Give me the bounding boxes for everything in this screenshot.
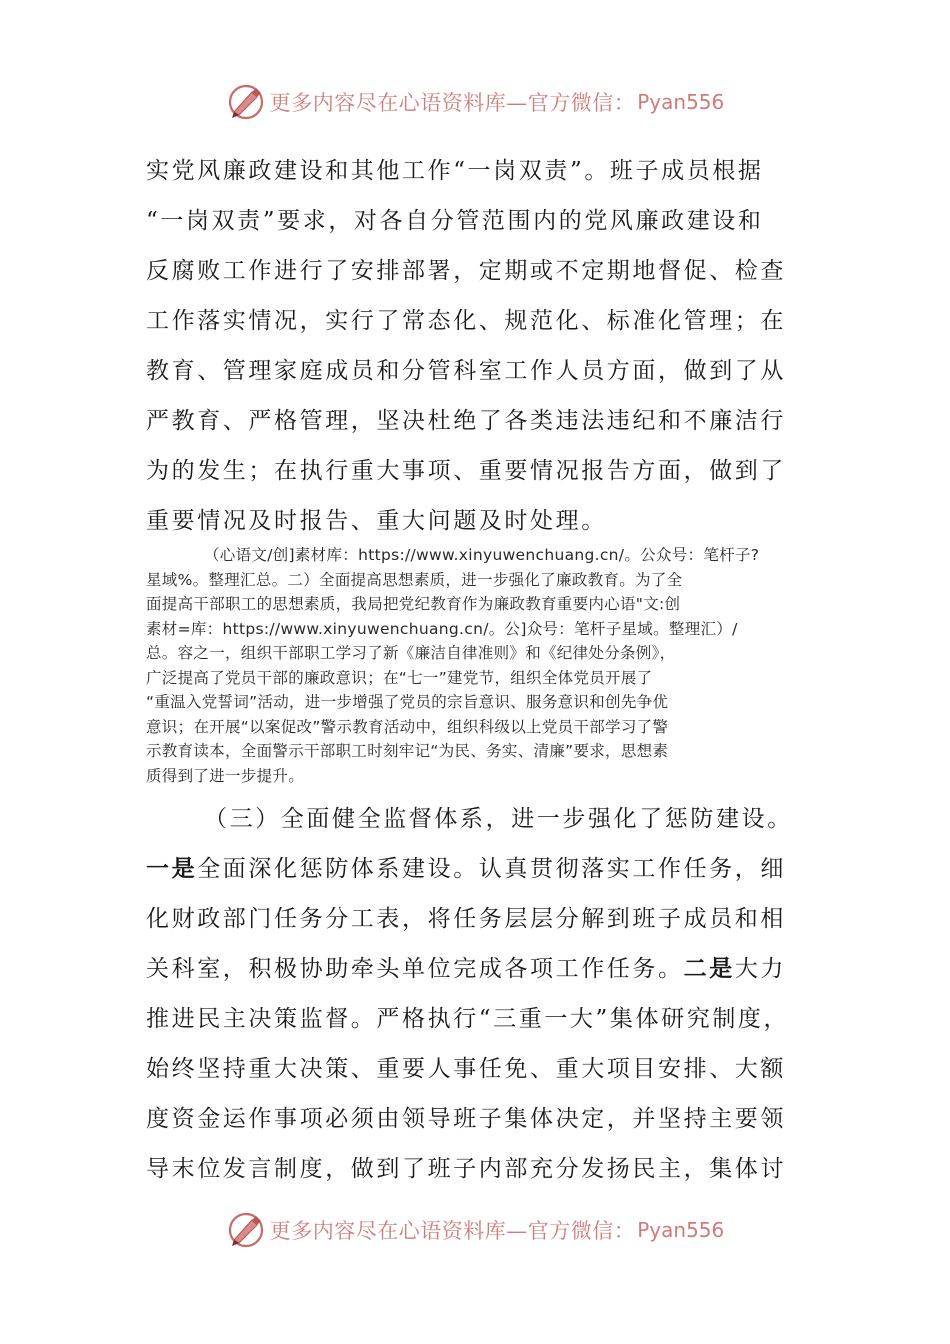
text-line: 始终坚持重大决策、重要人事任免、重大项目安排、大额	[146, 1056, 786, 1082]
text-line: 严教育、严格管理，坚决杜绝了各类违法违纪和不廉洁行	[146, 408, 786, 434]
small-line: （心语文/创]素材库：https://www.xinyuwenchuang.cn/。公众号：笔杆子?	[204, 546, 760, 564]
banner-text: 更多内容尽在心语资料库—官方微信：	[269, 91, 636, 115]
text-line: 工作落实情况，实行了常态化、规范化、标准化管理；在	[146, 308, 786, 334]
text-line: 为的发生；在执行重大事项、重要情况报告方面，做到了	[146, 458, 786, 484]
small-line: 示教育读本，全面警示干部职工时刻牢记“为民、务实、清廉”要求，思想素	[146, 742, 669, 760]
small-paragraph	[146, 543, 806, 788]
text-line: 化财政部门任务分工表，将任务层层分解到班子成员和相	[146, 906, 786, 932]
text-line: 导末位发言制度，做到了班子内部充分发扬民主，集体讨	[146, 1156, 786, 1182]
small-line: “重温入党誓词”活动，进一步增强了党员的宗旨意识、服务意识和创先争优	[146, 693, 669, 711]
paragraph-2	[146, 794, 806, 1194]
small-line: 星域%。整理汇总。二）全面提高思想素质，进一步强化了廉政教育。为了全	[146, 570, 683, 589]
pen-nib-logo-icon	[226, 1210, 266, 1250]
text-line: 反腐败工作进行了安排部署，定期或不定期地督促、检查	[146, 258, 786, 284]
text-span: 全面深化惩防体系建设。认真贯彻落实工作任务，细	[197, 856, 787, 882]
small-line: 素材=库：https://www.xinyuwenchuang.cn/。公]众号：笔杆子星域。整理汇）/	[146, 619, 738, 638]
bold-marker: 二是	[683, 955, 735, 982]
pen-nib-logo-icon	[226, 82, 266, 122]
text-line	[146, 844, 806, 894]
header-banner	[0, 80, 950, 124]
text-span: 大力	[734, 956, 787, 982]
text-line: 教育、管理家庭成员和分管科室工作人员方面，做到了从	[146, 358, 786, 384]
small-line: 总。容之一，组织干部职工学习了新《廉洁自律准则》和《纪律处分条例》，	[146, 644, 676, 662]
small-line: 意识；在开展“以案促改”警示教育活动中，组织科级以上党员干部学习了警	[146, 717, 669, 736]
text-line	[146, 944, 806, 994]
text-line: 重要情况及时报告、重大问题及时处理。	[146, 508, 607, 534]
paragraph-1	[146, 146, 806, 546]
text-line: 实党风廉政建设和其他工作“一岗双责”。班子成员根据	[146, 158, 764, 184]
text-span: 关科室，积极协助牵头单位完成各项工作任务。	[146, 956, 684, 982]
text-line: “一岗双责”要求，对各自分管范围内的党风廉政建设和	[146, 208, 764, 234]
small-line: 面提高干部职工的思想素质，我局把党纪教育作为廉政教育重要内心语"文:创	[146, 595, 681, 613]
banner-wechat-id: Pyan556	[637, 1218, 725, 1242]
section-heading: （三）全面健全监督体系，进一步强化了惩防建设。	[204, 806, 793, 832]
footer-banner	[0, 1208, 950, 1252]
bold-marker: 一是	[146, 855, 198, 882]
banner-wechat-id: Pyan556	[637, 90, 725, 114]
banner-text: 更多内容尽在心语资料库—官方微信：	[269, 1219, 636, 1243]
text-line: 推进民主决策监督。严格执行“三重一大”集体研究制度，	[146, 1006, 790, 1032]
small-line: 质得到了进一步提升。	[146, 766, 305, 785]
text-line: 度资金运作事项必须由领导班子集体决定，并坚持主要领	[146, 1106, 786, 1132]
small-line: 广泛提高了党员干部的廉政意识；在“七一”建党节，组织全体党员开展了	[146, 668, 653, 687]
